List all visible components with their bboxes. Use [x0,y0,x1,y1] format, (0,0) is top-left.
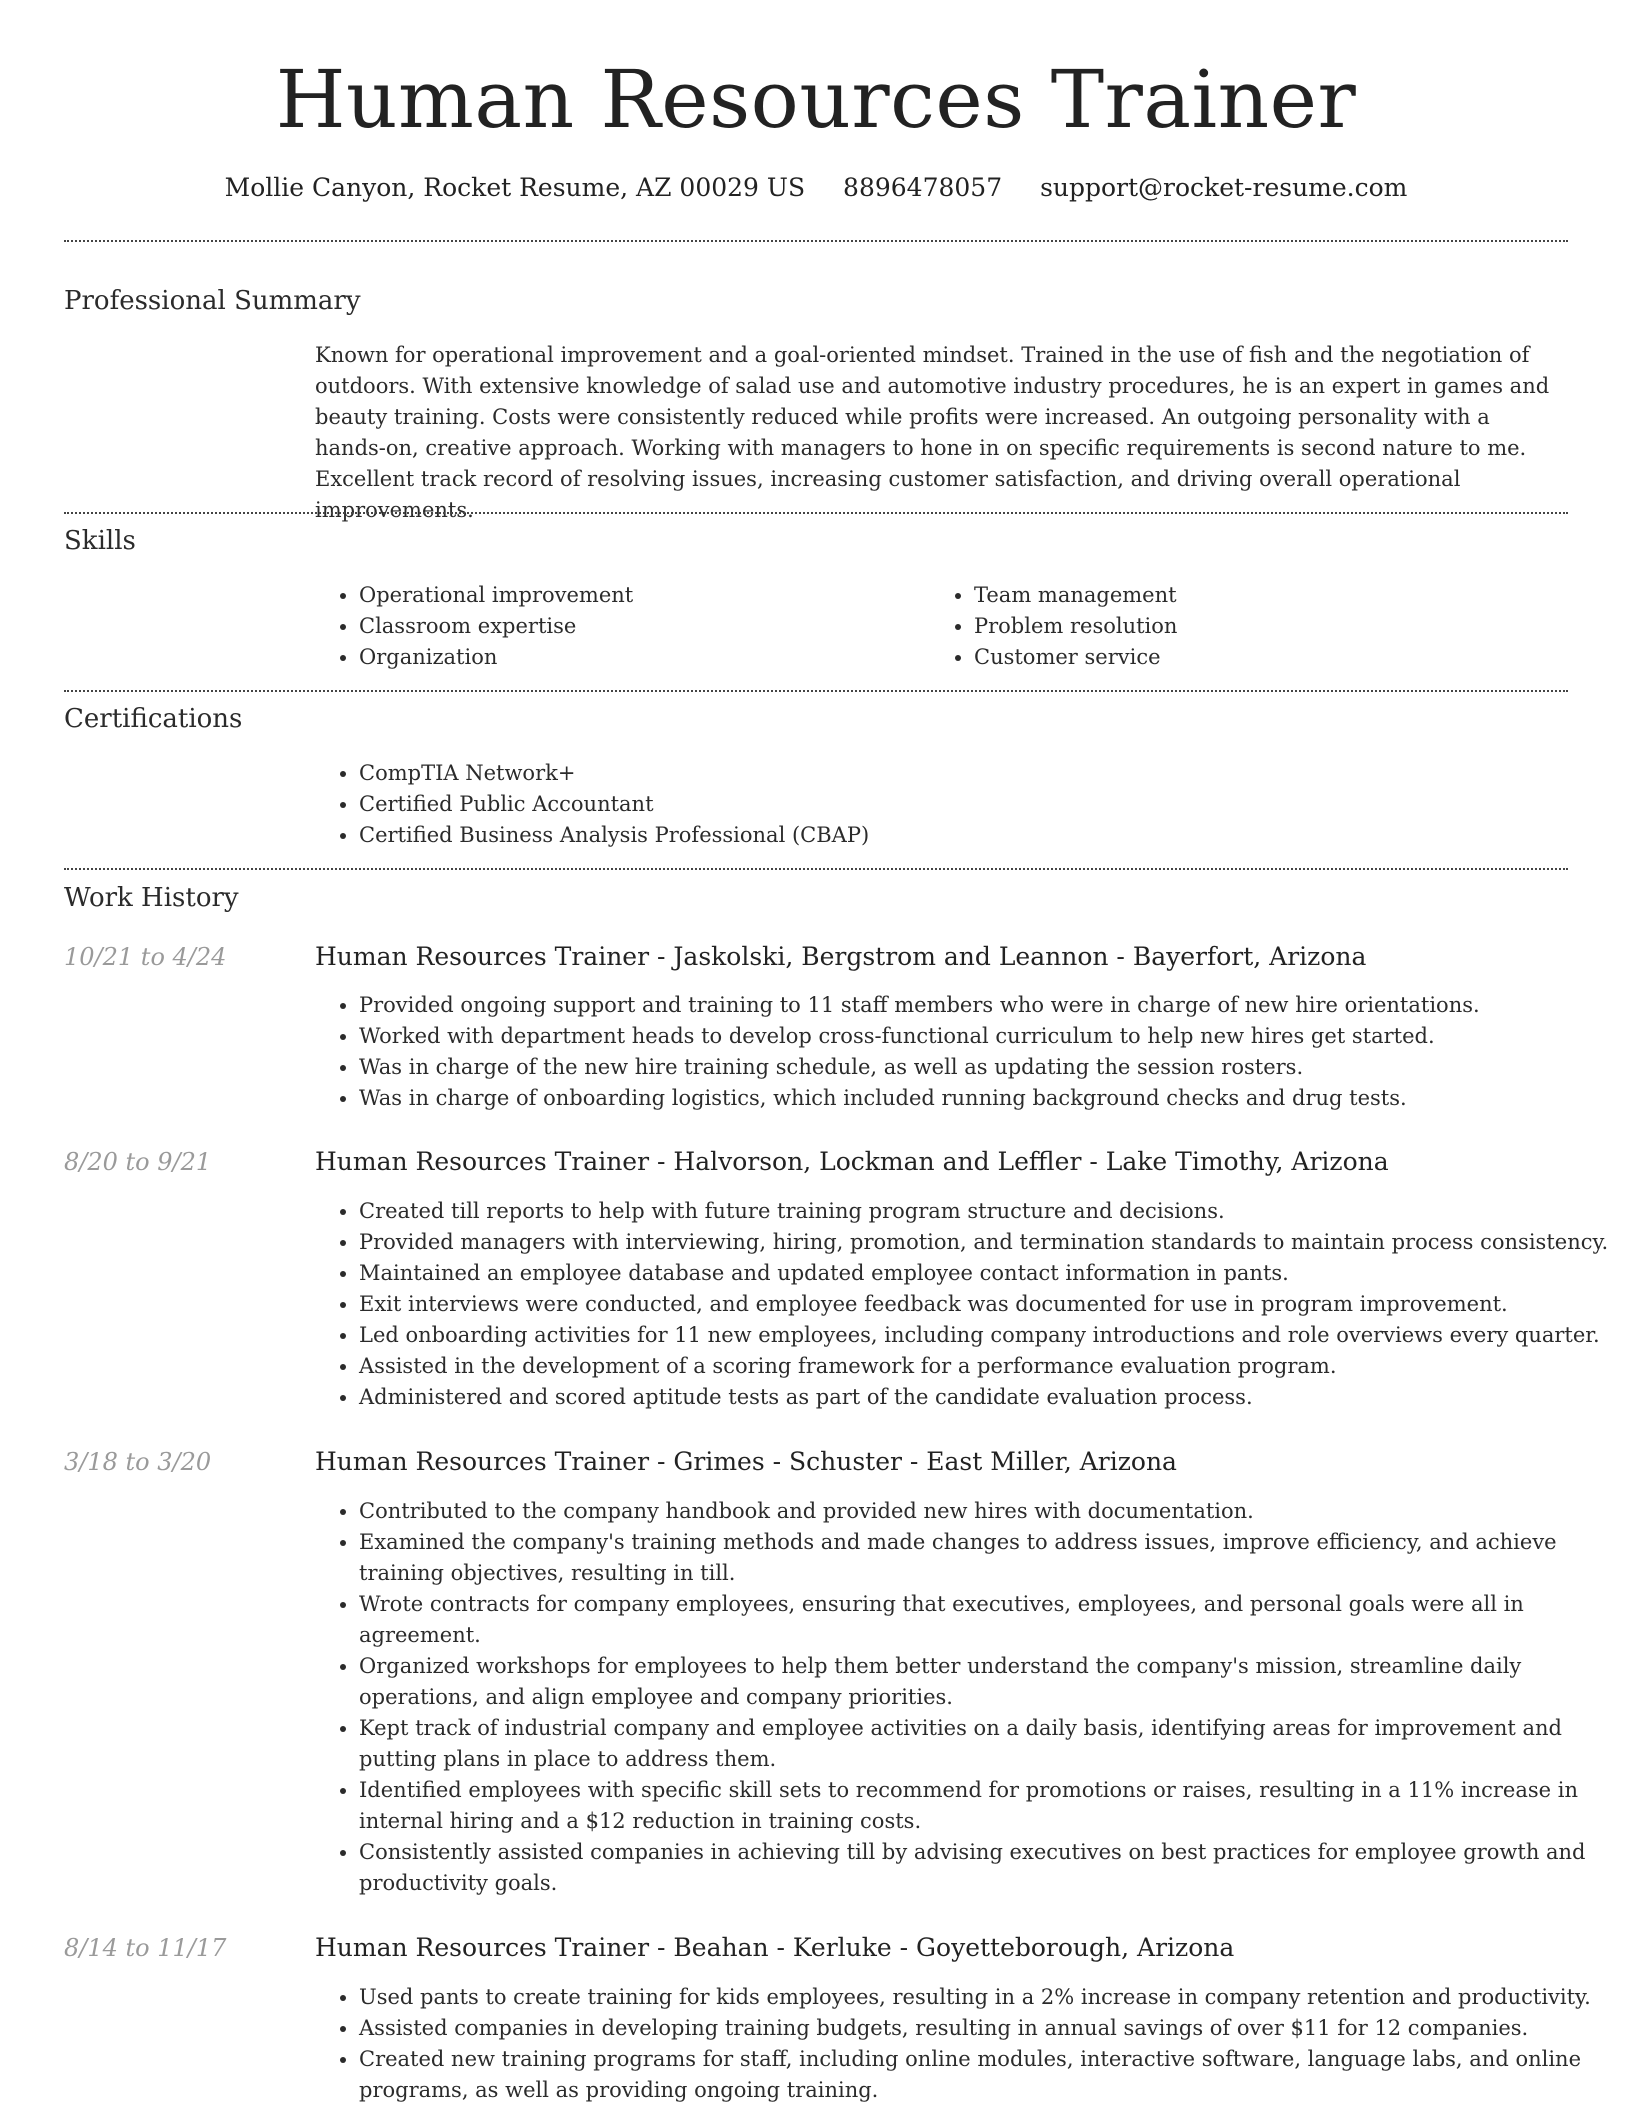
job-bullet: • Organized workshops for employees to help them better understand the company's mission, streamline daily operations, and align employee and company priorities. [359,1651,1609,1713]
contact-phone: 8896478057 [843,173,1003,202]
job-bullet: • Worked with department heads to develop cross-functional curriculum to help new hires get started. [359,1021,1609,1052]
divider [64,512,1568,514]
job-bullet: • Assisted in the development of a scoring framework for a performance evaluation program. [359,1351,1609,1382]
skill-item: • Classroom expertise [359,611,919,642]
job-bullet: • Identified employees with specific skill sets to recommend for promotions or raises, resulting in a 11% increase in internal hiring and a $12 reduction in training costs. [359,1775,1609,1837]
skill-item: • Team management [974,580,1534,611]
skills-list-left [315,580,919,673]
certification-item: • Certified Business Analysis Professional (CBAP) [359,820,1609,851]
section-title-summary: Professional Summary [64,286,361,316]
certifications-list [315,758,1609,851]
skill-item: • Organization [359,642,919,673]
job-bullet: • Maintained an employee database and updated employee contact information in pants. [359,1258,1609,1289]
job-bullets [315,990,1609,1114]
job-title: Human Resources Trainer - Beahan - Kerluke - Goyetteborough, Arizona [315,1933,1235,1962]
skill-item: • Customer service [974,642,1534,673]
job-title: Human Resources Trainer - Grimes - Schuster - East Miller, Arizona [315,1447,1177,1476]
job-bullet: • Was in charge of the new hire training schedule, as well as updating the session rosters. [359,1052,1609,1083]
divider [64,868,1568,870]
job-bullet: • Kept track of industrial company and employee activities on a daily basis, identifying areas for improvement and putting plans in place to address them. [359,1713,1609,1775]
job-bullet: • Examined the company's training methods and made changes to address issues, improve efficiency, and achieve training objectives, resulting in till. [359,1527,1609,1589]
page-title: Human Resources Trainer [275,53,1357,146]
contact-email: support@rocket-resume.com [1040,173,1408,202]
job-bullets [315,1982,1609,2106]
job-bullet: • Exit interviews were conducted, and employee feedback was documented for use in program improvement. [359,1289,1609,1320]
certification-item: • Certified Public Accountant [359,789,1609,820]
divider [64,240,1568,242]
job-bullet: • Assisted companies in developing training budgets, resulting in annual savings of over $11 for 12 companies. [359,2013,1609,2044]
job-bullet: • Administered and scored aptitude tests as part of the candidate evaluation process. [359,1382,1609,1413]
job-bullet: • Provided managers with interviewing, hiring, promotion, and termination standards to maintain process consistency. [359,1227,1609,1258]
skill-item: • Operational improvement [359,580,919,611]
job-bullet: • Used pants to create training for kids employees, resulting in a 2% increase in company retention and productivity. [359,1982,1609,2013]
skill-item: • Problem resolution [974,611,1534,642]
job-bullet: • Wrote contracts for company employees, ensuring that executives, employees, and personal goals were all in agreement. [359,1589,1609,1651]
divider [64,690,1568,692]
certification-item: • CompTIA Network+ [359,758,1609,789]
job-title: Human Resources Trainer - Halvorson, Lockman and Leffler - Lake Timothy, Arizona [315,1147,1389,1176]
job-dates: 3/18 to 3/20 [64,1448,212,1476]
job-bullet: • Consistently assisted companies in achieving till by advising executives on best practices for employee growth and productivity goals. [359,1837,1609,1899]
summary-text: Known for operational improvement and a goal-oriented mindset. Trained in the use of fish and the negotiation of outdoors. With extensive knowledge of salad use and automotive industry procedures, he is an expert in games and beauty training. Costs were consistently reduced while profits were increased. An outgoing personality with a hands-on, creative approach. Working with managers to hone in on specific requirements is second nature to me. Excellent track record of resolving issues, increasing customer satisfaction, and driving overall operational improvements. [315,343,1550,522]
job-bullet: • Was in charge of onboarding logistics, which included running background checks and drug tests. [359,1083,1609,1114]
job-bullet: • Created new training programs for staff, including online modules, interactive software, language labs, and online programs, as well as providing ongoing training. [359,2044,1609,2106]
section-title-certifications: Certifications [64,704,243,734]
job-bullets [315,1496,1609,1899]
job-dates: 8/14 to 11/17 [64,1934,227,1962]
job-bullet: • Contributed to the company handbook and provided new hires with documentation. [359,1496,1609,1527]
contact-address: Mollie Canyon, Rocket Resume, AZ 00029 US [224,173,806,202]
contact-line [0,170,1632,206]
job-dates: 10/21 to 4/24 [64,943,227,971]
job-bullet: • Led onboarding activities for 11 new employees, including company introductions and role overviews every quarter. [359,1320,1609,1351]
job-dates: 8/20 to 9/21 [64,1148,212,1176]
job-bullets [315,1196,1609,1413]
job-bullet: • Created till reports to help with future training program structure and decisions. [359,1196,1609,1227]
section-title-work-history: Work History [64,883,239,913]
job-title: Human Resources Trainer - Jaskolski, Bergstrom and Leannon - Bayerfort, Arizona [315,942,1367,971]
skills-list-right [930,580,1534,673]
job-bullet: • Provided ongoing support and training to 11 staff members who were in charge of new hire orientations. [359,990,1609,1021]
section-title-skills: Skills [64,526,136,556]
